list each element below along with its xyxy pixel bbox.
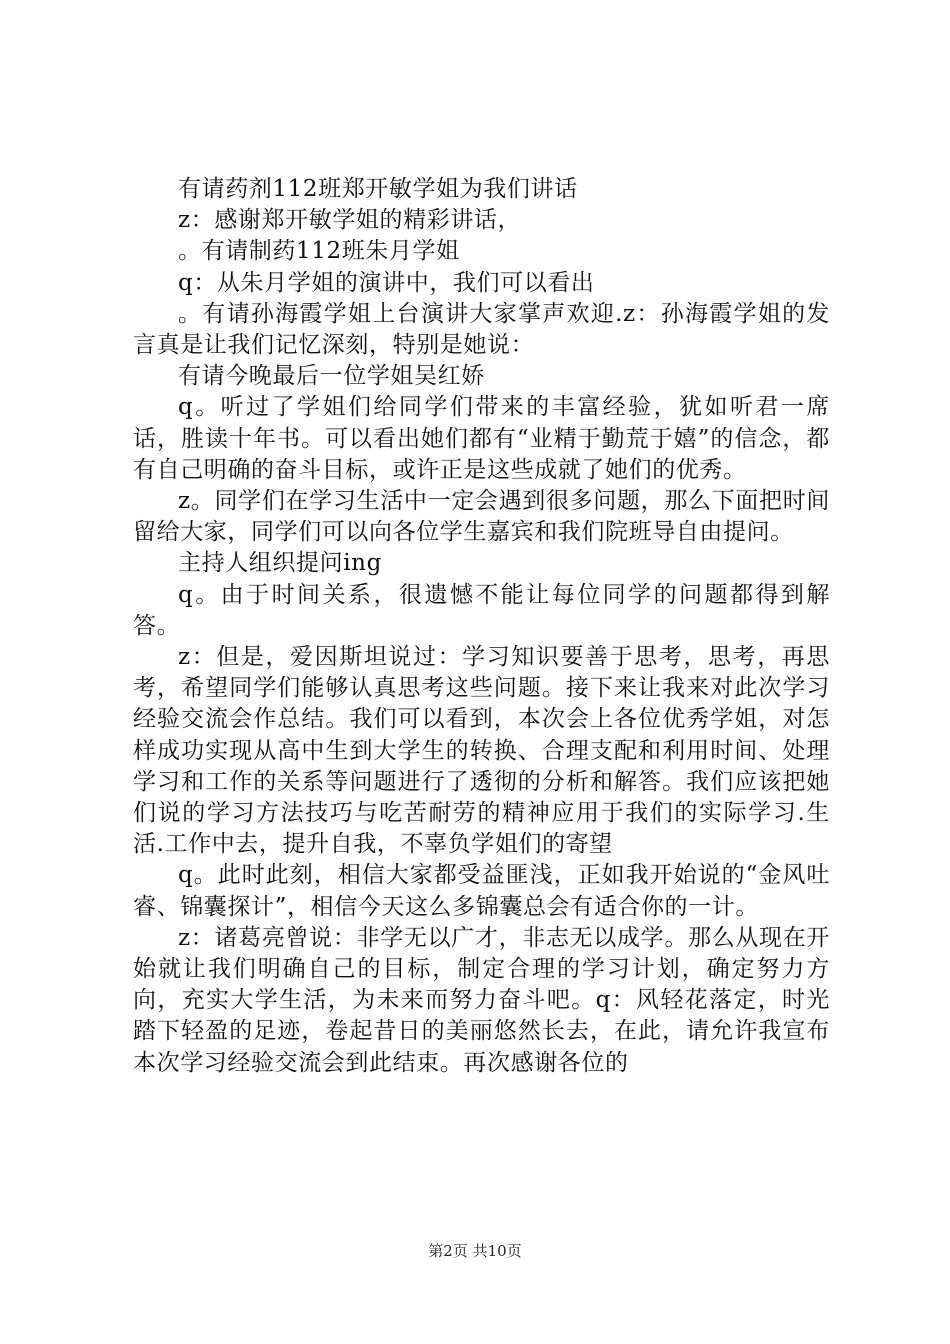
paragraph: 。有请孙海霞学姐上台演讲大家掌声欢迎.z：孙海霞学姐的发言真是让我们记忆深刻，特别是她说： [133,300,830,359]
page-number-footer: 第2页 共10页 [428,1242,522,1260]
document-body [133,174,830,1079]
paragraph: z：诸葛亮曾说：非学无以广才，非志无以成学。那么从现在开始就让我们明确自己的目标，制定合理的学习计划，确定努力方向，充实大学生活，为未来而努力奋斗吧。q：风轻花落定，时光踏下轻盈的足迹，卷起昔日的美丽悠然长去，在此，请允许我宣布本次学习经验交流会到此结束。再次感谢各位的 [133,924,830,1076]
paragraph: q。听过了学姐们给同学们带来的丰富经验，犹如听君一席话，胜读十年书。可以看出她们都有“业精于勤荒于嬉”的信念，都有自己明确的奋斗目标，或许正是这些成就了她们的优秀。 [133,394,830,483]
paragraph: q：从朱月学姐的演讲中，我们可以看出 [178,269,595,296]
paragraph: z：感谢郑开敏学姐的精彩讲话， [178,207,522,234]
paragraph: q。由于时间关系，很遗憾不能让每位同学的问题都得到解答。 [133,581,830,639]
paragraph: z：但是，爱因斯坦说过：学习知识要善于思考，思考，再思考，希望同学们能够认真思考这些问题。接下来让我来对此次学习经验交流会作总结。我们可以看到，本次会上各位优秀学姐，对怎样成功实现从高中生到大学生的转换、合理支配和利用时间、处理学习和工作的关系等问题进行了透彻的分析和解答。我们应该把她们说的学习方法技巧与吃苦耐劳的精神应用于我们的实际学习.生活.工作中去，提升自我，不辜负学姐们的寄望 [133,644,830,858]
paragraph: z。同学们在学习生活中一定会遇到很多问题，那么下面把时间留给大家，同学们可以向各位学生嘉宾和我们院班导自由提问。 [133,488,830,546]
paragraph: 有请今晚最后一位学姐吴红娇 [178,363,485,390]
paragraph: q。此时此刻，相信大家都受益匪浅，正如我开始说的“金风吐睿、锦囊探计”，相信今天这么多锦囊总会有适合你的一计。 [133,862,830,920]
paragraph: 。有请制药112班朱月学姐 [178,238,460,265]
paragraph: 有请药剂112班郑开敏学姐为我们讲话 [178,176,578,202]
paragraph: 主持人组织提问ing [178,550,382,577]
